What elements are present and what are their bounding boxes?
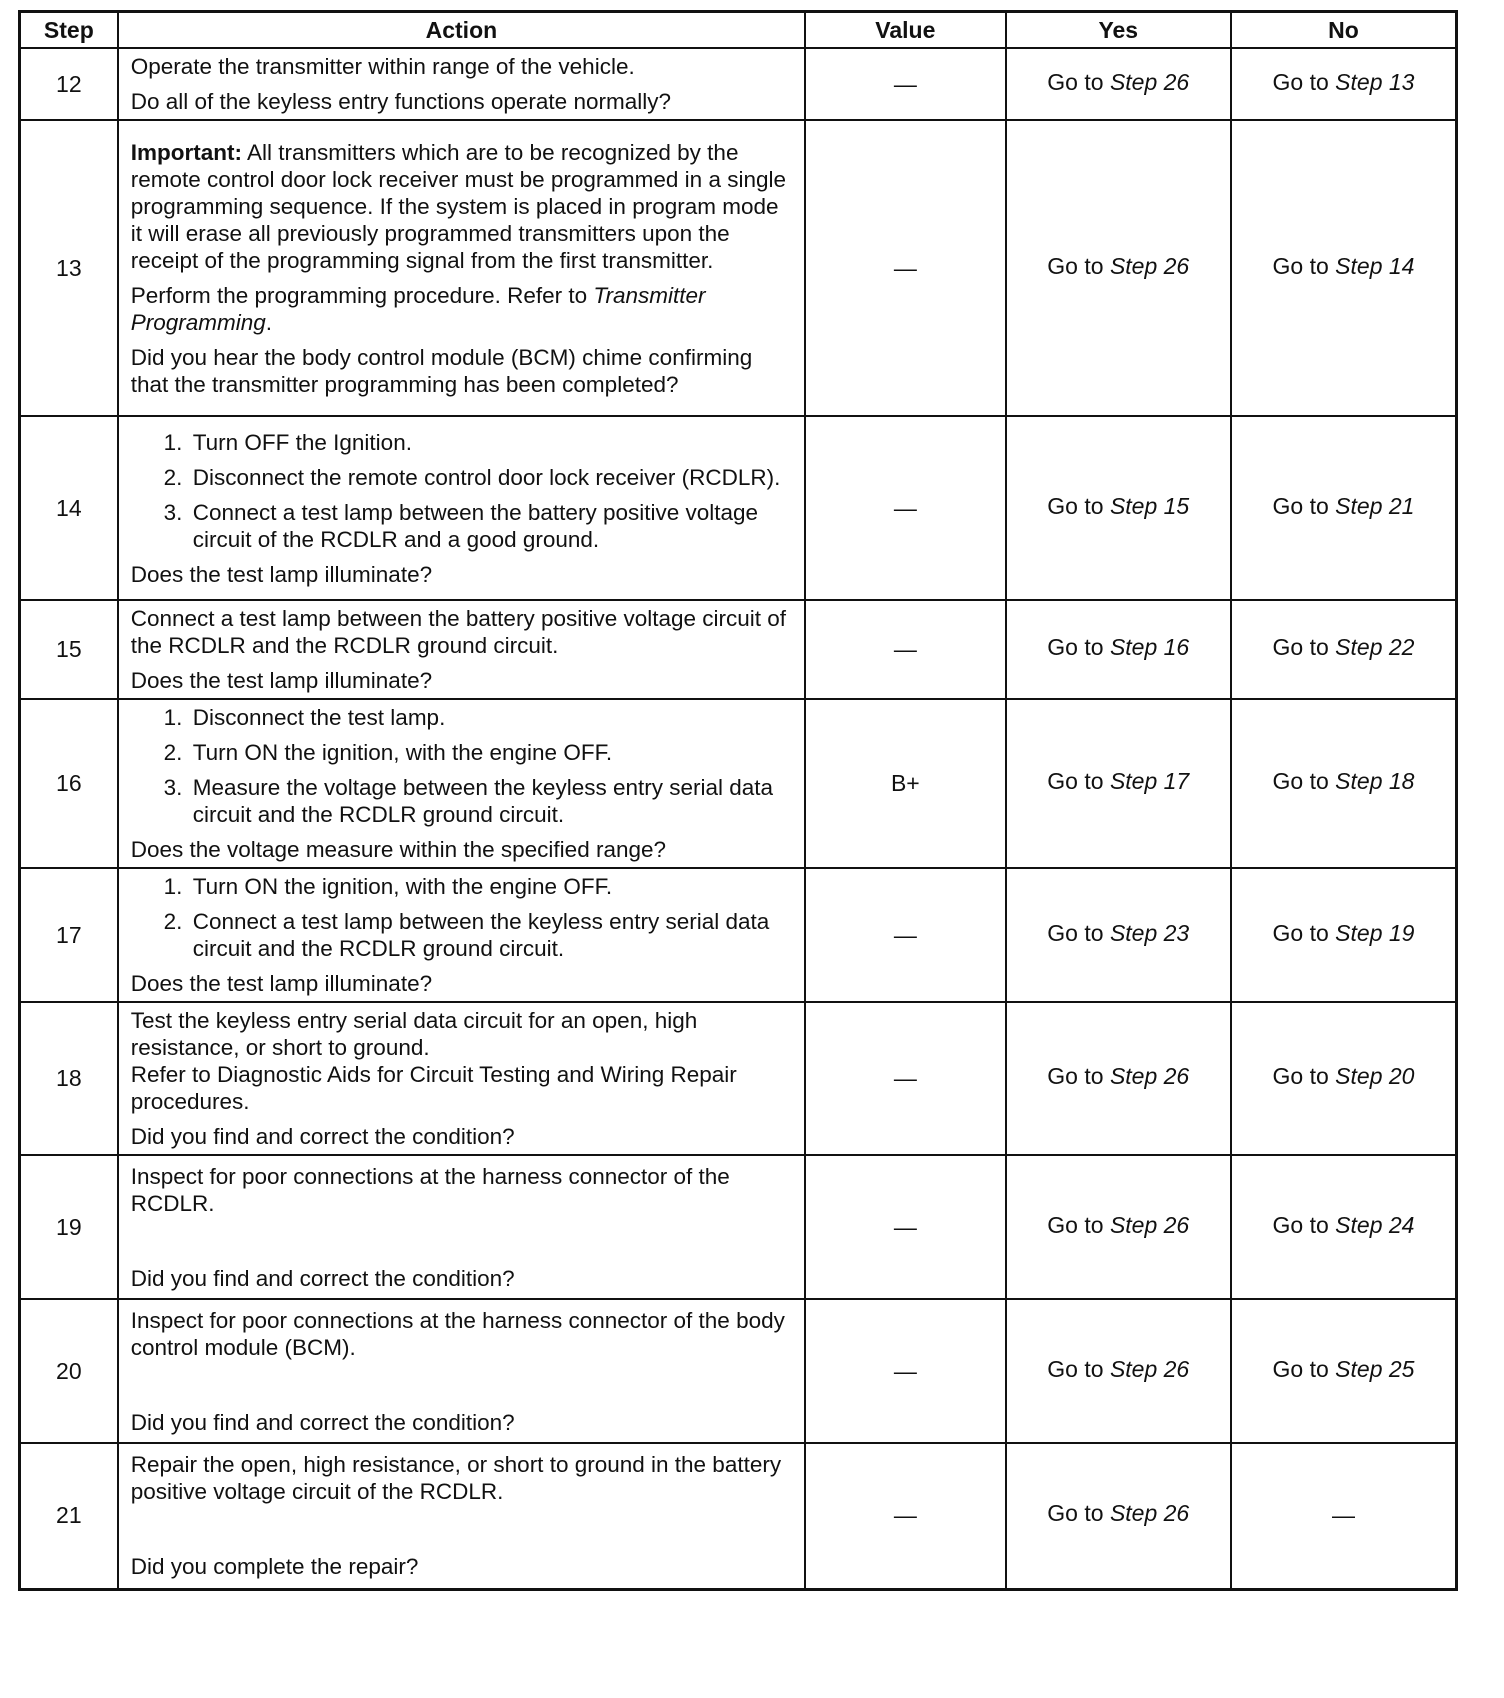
table-row (20, 1299, 1457, 1443)
action-cell (118, 48, 805, 120)
table-row (20, 699, 1457, 868)
header-step: Step (20, 12, 118, 49)
no-cell[interactable] (1231, 120, 1457, 416)
goto-prefix: Go to (1047, 492, 1104, 519)
action-text: Test the keyless entry serial data circuit for an open, high resistance, or short to ground. (130, 1008, 698, 1060)
value-cell: — (805, 1443, 1005, 1589)
list-item: 3. Measure the voltage between the keyless entry serial data circuit and the RCDLR ground circuit. (189, 774, 792, 828)
header-action: Action (118, 12, 805, 49)
step-number: 12 (20, 48, 118, 120)
procedure-reference[interactable]: Transmitter Programming (130, 282, 706, 335)
action-question: Did you hear the body control module (BCM) chime confirming that the transmitter programming has been completed? (130, 344, 753, 397)
table-row (20, 600, 1457, 699)
no-cell[interactable] (1231, 416, 1457, 600)
list-item: 1. Disconnect the test lamp. (189, 704, 792, 731)
no-cell[interactable] (1231, 1002, 1457, 1155)
action-list (131, 704, 792, 828)
goto-prefix: Go to (1272, 492, 1329, 519)
yes-cell[interactable] (1006, 868, 1231, 1002)
step-number: 14 (20, 416, 118, 600)
goto-prefix: Go to (1272, 1355, 1329, 1382)
no-link[interactable]: Step 25 (1335, 1355, 1415, 1382)
header-row (20, 12, 1457, 49)
header-yes: Yes (1006, 12, 1231, 49)
value-cell: — (805, 416, 1005, 600)
action-question: Did you find and correct the condition? (130, 1409, 515, 1435)
step-number: 19 (20, 1155, 118, 1299)
value-cell: — (805, 1002, 1005, 1155)
yes-link[interactable]: Step 26 (1109, 68, 1190, 95)
action-question: Does the voltage measure within the specified range? (130, 837, 667, 862)
goto-prefix: Go to (1047, 1500, 1104, 1527)
action-question: Does the test lamp illuminate? (130, 668, 433, 693)
yes-link[interactable]: Step 26 (1109, 252, 1190, 279)
value-cell: — (805, 1299, 1005, 1443)
procedure-suffix: . (265, 309, 273, 335)
goto-prefix: Go to (1047, 1355, 1104, 1382)
action-cell (118, 699, 805, 868)
value-cell: — (805, 868, 1005, 1002)
action-text: Repair the open, high resistance, or short to ground in the battery positive voltage circuit of the RCDLR. (130, 1452, 782, 1505)
action-question: Did you find and correct the condition? (130, 1265, 515, 1291)
goto-prefix: Go to (1047, 634, 1104, 660)
list-item: 2. Connect a test lamp between the keyless entry serial data circuit and the RCDLR ground circuit. (189, 908, 792, 962)
no-link[interactable]: Step 24 (1335, 1211, 1415, 1238)
no-link[interactable]: Step 21 (1335, 492, 1415, 519)
yes-cell[interactable] (1006, 416, 1231, 600)
goto-prefix: Go to (1272, 68, 1329, 95)
yes-cell[interactable] (1006, 1443, 1231, 1589)
value-cell: — (805, 600, 1005, 699)
no-link[interactable]: Step 22 (1335, 634, 1415, 660)
list-item: 1. Turn ON the ignition, with the engine OFF. (189, 873, 792, 900)
action-question: Did you find and correct the condition? (130, 1124, 515, 1149)
yes-link[interactable]: Step 23 (1109, 919, 1190, 946)
yes-cell[interactable] (1006, 1299, 1231, 1443)
no-link[interactable]: Step 18 (1335, 768, 1415, 794)
action-list (131, 873, 792, 962)
yes-cell[interactable] (1006, 120, 1231, 416)
action-question: Do all of the keyless entry functions operate normally? (130, 89, 671, 114)
table-row (20, 1443, 1457, 1589)
table-row (20, 1002, 1457, 1155)
action-cell (118, 416, 805, 600)
yes-cell[interactable] (1006, 600, 1231, 699)
no-cell[interactable] (1231, 868, 1457, 1002)
yes-link[interactable]: Step 26 (1109, 1211, 1190, 1238)
diagnostic-table (18, 10, 1458, 1591)
goto-prefix: Go to (1272, 768, 1329, 794)
action-cell (118, 1155, 805, 1299)
action-text: Refer to Diagnostic Aids for Circuit Testing and Wiring Repair procedures. (130, 1062, 737, 1114)
action-cell (118, 1299, 805, 1443)
goto-prefix: Go to (1272, 919, 1329, 946)
yes-link[interactable]: Step 26 (1109, 1063, 1190, 1089)
no-cell[interactable] (1231, 699, 1457, 868)
yes-cell[interactable] (1006, 699, 1231, 868)
procedure-prefix: Perform the programming procedure. Refer to (130, 282, 588, 308)
goto-prefix: Go to (1047, 919, 1104, 946)
action-text: Inspect for poor connections at the harness connector of the RCDLR. (130, 1163, 730, 1216)
table-row (20, 416, 1457, 600)
yes-link[interactable]: Step 17 (1109, 768, 1190, 794)
action-text: Inspect for poor connections at the harness connector of the body control module (BCM). (130, 1307, 785, 1360)
action-text: Operate the transmitter within range of the vehicle. (130, 54, 635, 79)
important-label: Important: (130, 139, 242, 165)
value-cell: — (805, 120, 1005, 416)
step-number: 13 (20, 120, 118, 416)
action-question: Does the test lamp illuminate? (130, 971, 433, 996)
no-cell: — (1231, 1443, 1457, 1589)
step-number: 17 (20, 868, 118, 1002)
action-cell (118, 1002, 805, 1155)
yes-cell[interactable] (1006, 1002, 1231, 1155)
table-row (20, 120, 1457, 416)
list-item: 2. Disconnect the remote control door lock receiver (RCDLR). (189, 464, 792, 491)
list-item: 3. Connect a test lamp between the battery positive voltage circuit of the RCDLR and a good ground. (189, 499, 792, 553)
no-link[interactable]: Step 13 (1335, 68, 1415, 95)
yes-cell[interactable] (1006, 1155, 1231, 1299)
value-cell: — (805, 48, 1005, 120)
no-link[interactable]: Step 19 (1335, 919, 1415, 946)
action-list (131, 429, 792, 553)
goto-prefix: Go to (1047, 68, 1104, 95)
no-cell[interactable] (1231, 600, 1457, 699)
no-link[interactable]: Step 20 (1335, 1063, 1415, 1089)
list-item: 2. Turn ON the ignition, with the engine OFF. (189, 739, 792, 766)
goto-prefix: Go to (1047, 1063, 1104, 1089)
procedure-text (131, 282, 792, 336)
value-cell: B+ (805, 699, 1005, 868)
important-text: All transmitters which are to be recognized by the remote control door lock receiver must be programmed in a single programming sequence. If the system is placed in program mode it will erase all previously programmed transmitters upon the receipt of the programming signal from the first transmitter. (130, 139, 786, 273)
step-number: 15 (20, 600, 118, 699)
table-row (20, 48, 1457, 120)
no-cell[interactable] (1231, 1155, 1457, 1299)
yes-link[interactable]: Step 26 (1109, 1500, 1190, 1527)
value-cell: — (805, 1155, 1005, 1299)
step-number: 18 (20, 1002, 118, 1155)
goto-prefix: Go to (1272, 252, 1329, 279)
goto-prefix: Go to (1047, 252, 1104, 279)
table-row (20, 1155, 1457, 1299)
action-question: Does the test lamp illuminate? (130, 561, 433, 587)
goto-prefix: Go to (1272, 1063, 1329, 1089)
goto-prefix: Go to (1047, 1211, 1104, 1238)
yes-cell[interactable] (1006, 48, 1231, 120)
header-no: No (1231, 12, 1457, 49)
goto-prefix: Go to (1047, 768, 1104, 794)
important-note (131, 139, 792, 274)
goto-prefix: Go to (1272, 1211, 1329, 1238)
table-row (20, 868, 1457, 1002)
action-question: Did you complete the repair? (130, 1554, 419, 1580)
action-cell (118, 1443, 805, 1589)
yes-link[interactable]: Step 26 (1109, 1355, 1190, 1382)
action-text: Connect a test lamp between the battery positive voltage circuit of the RCDLR and the RCDLR ground circuit. (130, 606, 787, 658)
list-item: 1. Turn OFF the Ignition. (189, 429, 792, 456)
step-number: 21 (20, 1443, 118, 1589)
step-number: 20 (20, 1299, 118, 1443)
no-cell[interactable] (1231, 1299, 1457, 1443)
goto-prefix: Go to (1272, 634, 1329, 660)
step-number: 16 (20, 699, 118, 868)
header-value: Value (805, 12, 1005, 49)
no-link[interactable]: Step 14 (1335, 252, 1415, 279)
action-cell (118, 120, 805, 416)
action-cell (118, 600, 805, 699)
yes-link[interactable]: Step 16 (1109, 634, 1190, 660)
action-cell (118, 868, 805, 1002)
yes-link[interactable]: Step 15 (1109, 492, 1190, 519)
no-cell[interactable] (1231, 48, 1457, 120)
